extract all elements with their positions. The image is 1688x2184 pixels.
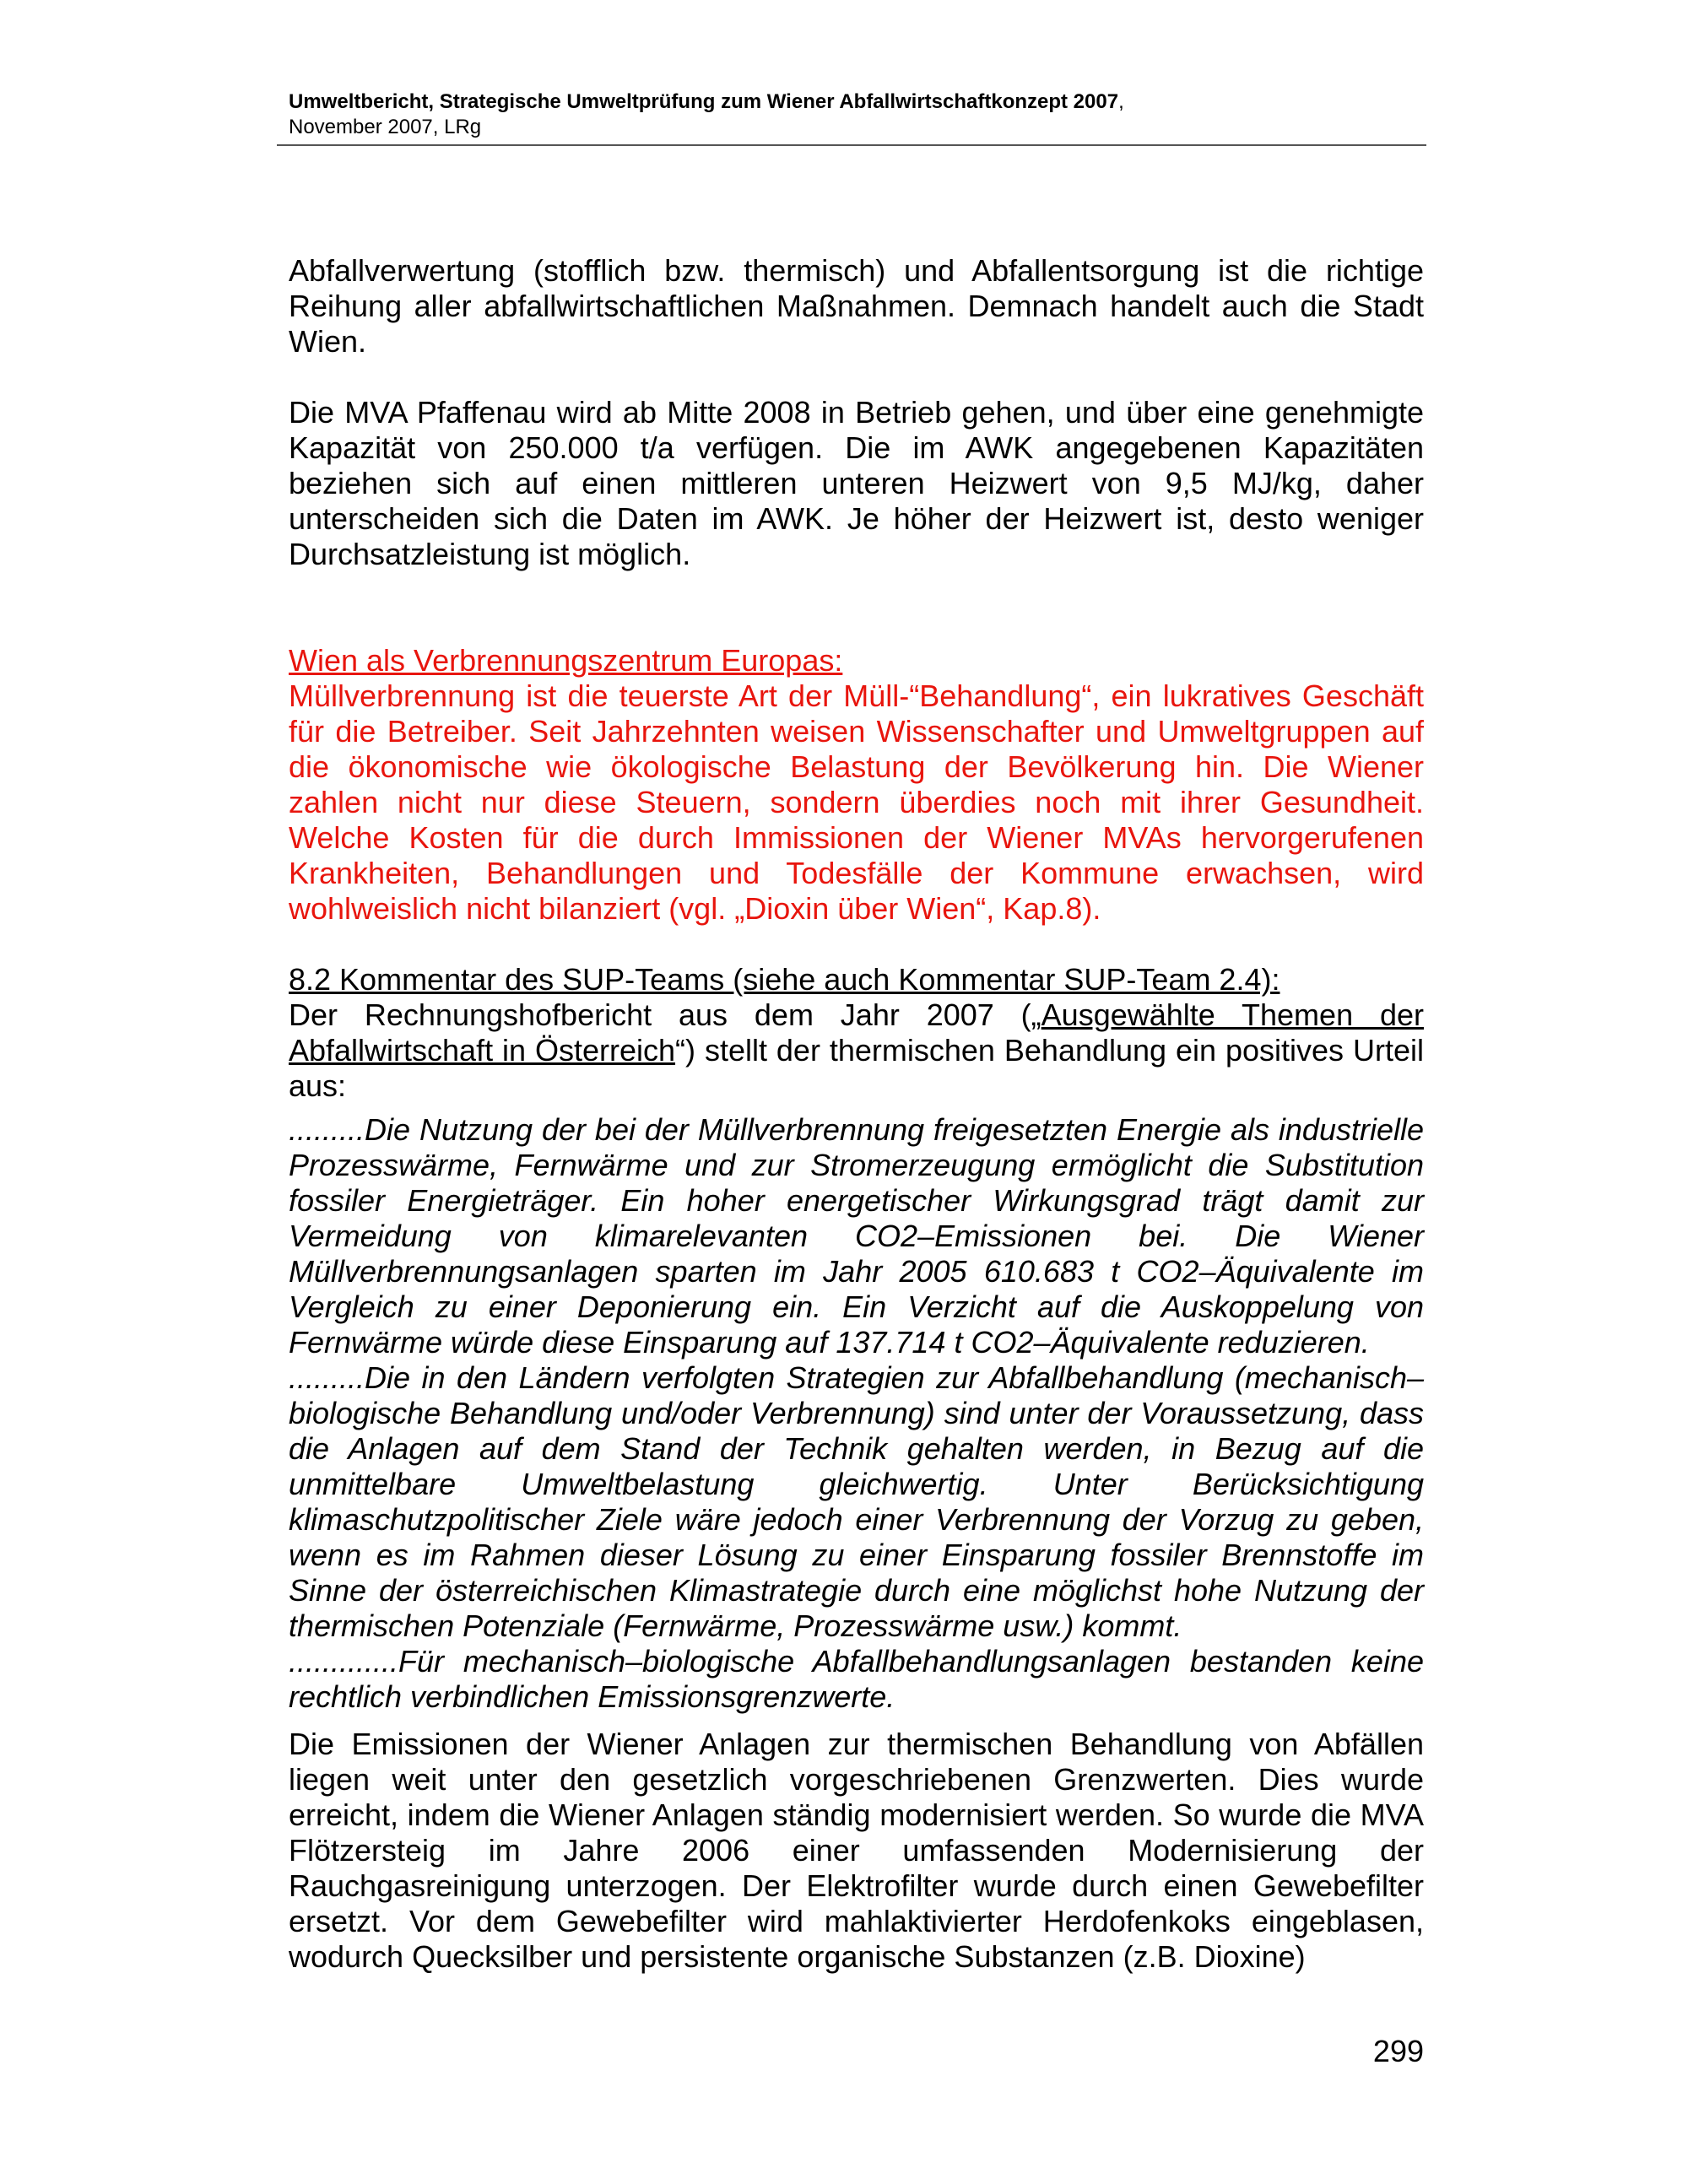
red-comment-heading: Wien als Verbrennungszentrum Europas: <box>289 643 843 678</box>
header-subtitle: November 2007, LRg <box>289 116 482 138</box>
paragraph-abfallverwertung: Abfallverwertung (stofflich bzw. thermisch) und Abfallentsorgung ist die richtige Reihung aller abfallwirtschaftlichen Maßnahmen. Demnach handelt auch die Stadt Wien. <box>289 253 1424 359</box>
paragraph-mva-pfaffenau: Die MVA Pfaffenau wird ab Mitte 2008 in Betrieb gehen, und über eine genehmigte Kapazität von 250.000 t/a verfügen. Die im AWK angegebenen Kapazitäten beziehen sich auf einen mittleren unteren Heizwert von 9,5 MJ/kg, daher unterscheiden sich die Daten im AWK. Je höher der Heizwert ist, desto weniger Durchsatzleistung ist möglich. <box>289 395 1424 571</box>
paragraph-emissionen: Die Emissionen der Wiener Anlagen zur thermischen Behandlung von Abfällen liegen weit unter den gesetzlich vorgeschriebenen Grenzwerten. Dies wurde erreicht, indem die Wiener Anlagen ständig modernisiert werden. So wurde die MVA Flötzersteig im Jahre 2006 einer umfassenden Modernisierung der Rauchgasreinigung unterzogen. Der Elektrofilter wurde durch einen Gewebefilter ersetzt. Vor dem Gewebefilter wird mahlaktivierter Herdofenkoks eingeblasen, wodurch Quecksilber und persistente organische Substanzen (z.B. Dioxine) <box>289 1727 1424 1974</box>
header-title: Umweltbericht, Strategische Umweltprüfung zum Wiener Abfallwirtschaftkonzept 2007 <box>289 90 1119 113</box>
rechnungshof-text-before: Der Rechnungshofbericht aus dem Jahr 2007 („ <box>289 997 1041 1032</box>
quote-emissionsgrenzwerte: .............Für mechanisch–biologische Abfallbehandlungsanlagen bestanden keine rechtlich verbindlichen Emissionsgrenzwerte. <box>289 1644 1424 1714</box>
page-body <box>289 253 1424 1975</box>
quote-strategien: .........Die in den Ländern verfolgten Strategien zur Abfallbehandlung (mechanisch–biologische Behandlung und/oder Verbrennung) sind unter der Voraussetzung, dass die Anlagen auf dem Stand der Technik gehalten werden, in Bezug auf die unmittelbare Umweltbelastung gleichwertig. Unter Berücksichtigung klimaschutzpolitischer Ziele wäre jedoch einer Verbrennung der Vorzug zu geben, wenn es im Rahmen dieser Lösung zu einer Einsparung fossiler Brennstoffe im Sinne der österreichischen Klimastrategie durch eine möglichst hohe Nutzung der thermischen Potenziale (Fernwärme, Prozesswärme usw.) kommt. <box>289 1360 1424 1643</box>
section-heading: 8.2 Kommentar des SUP-Teams (siehe auch Kommentar SUP-Team 2.4): <box>289 962 1280 997</box>
rechnungshof-text-after: “) stellt der thermischen Behandlung ein positives Urteil aus: <box>289 1033 1424 1103</box>
page-header <box>289 89 1424 140</box>
header-title-line <box>289 89 1424 115</box>
page-number: 299 <box>1372 2034 1424 2068</box>
quote-fernwaerme: .........Die Nutzung der bei der Müllverbrennung freigesetzten Energie als industrielle Prozesswärme, Fernwärme und zur Stromerzeugung ermöglicht die Substitution fossiler Energieträger. Ein hoher energetischer Wirkungsgrad trägt damit zur Vermeidung von klimarelevanten CO2–Emissionen bei. Die Wiener Müllverbrennungsanlagen sparten im Jahr 2005 610.683 t CO2–Äquivalente im Vergleich zu einer Deponierung ein. Ein Verzicht auf die Auskoppelung von Fernwärme würde diese Einsparung auf 137.714 t CO2–Äquivalente reduzieren. <box>289 1112 1424 1360</box>
report-title-link: Ausgewählte Themen der Abfallwirtschaft in Österreich <box>289 997 1424 1068</box>
header-title-comma: , <box>1118 90 1124 113</box>
red-comment-text: Müllverbrennung ist die teuerste Art der Müll-“Behandlung“, ein lukratives Geschäft für die Betreiber. Seit Jahrzehnten weisen Wissenschafter und Umweltgruppen auf die ökonomische wie ökologische Belastung der Bevölkerung hin. Die Wiener zahlen nicht nur diese Steuern, sondern überdies noch mit ihrer Gesundheit. Welche Kosten für die durch Immissionen der Wiener MVAs hervorgerufenen Krankheiten, Behandlungen und Todesfälle der Kommune erwachsen, wird wohlweislich nicht bilanziert (vgl. „Dioxin über Wien“, Kap.8). <box>289 678 1424 926</box>
paragraph-rechnungshof <box>289 997 1424 1104</box>
header-divider <box>277 144 1426 146</box>
